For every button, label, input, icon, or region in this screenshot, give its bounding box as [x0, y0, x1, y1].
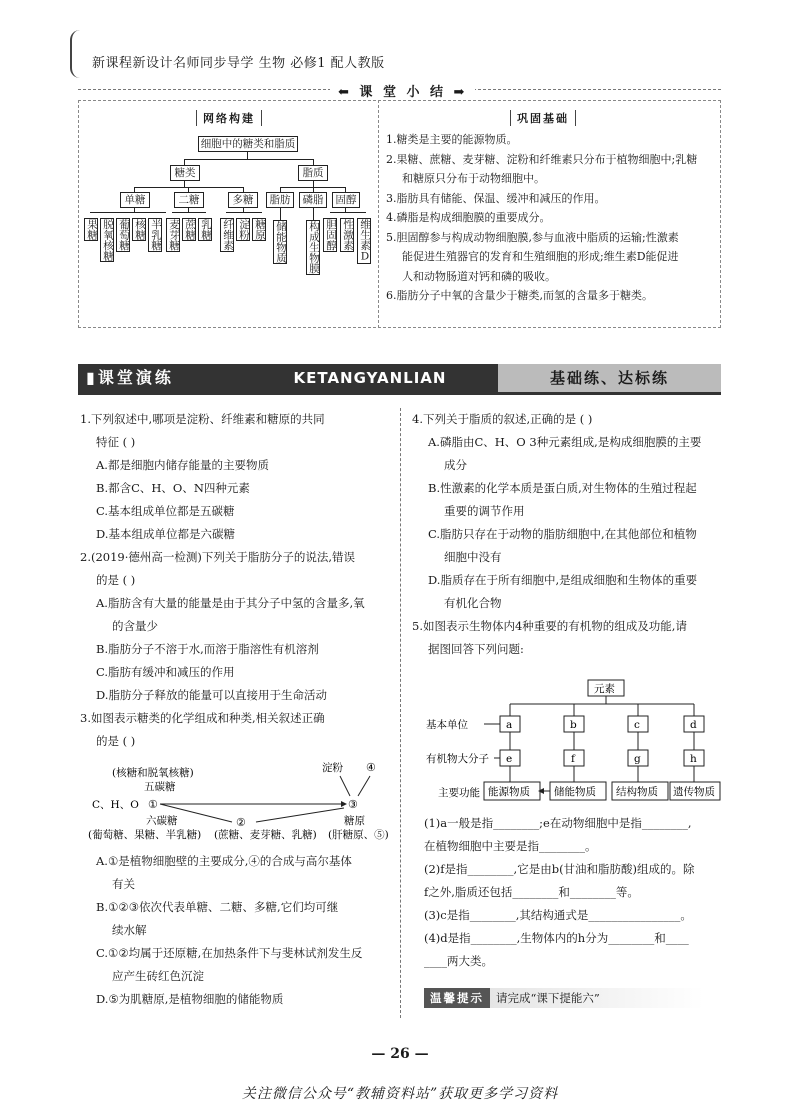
q3-five-carbon: 五碳糖 — [144, 781, 176, 793]
tip-bar — [424, 988, 704, 1008]
leaf-ribose: 核糖 — [134, 219, 146, 240]
q3-sugar-figure — [86, 756, 396, 848]
q3-n2: ② — [236, 816, 246, 829]
q3-option: C.①②均属于还原糖,在加热条件下与斐林试剂发生反 — [96, 946, 363, 960]
q4-option: 成分 — [444, 458, 467, 472]
leaf-maltose: 麦芽糖 — [168, 219, 180, 251]
tip-label: 温馨提示 — [424, 988, 490, 1008]
tree-poly: 多糖 — [228, 192, 258, 208]
banner-english: KETANGYANLIAN — [293, 369, 447, 387]
q3-stem: 的是 ( ) — [96, 734, 136, 748]
basics-title: 巩固基础 — [510, 110, 576, 126]
fact-line: 和糖原只分布于动物细胞中。 — [402, 172, 545, 185]
network-title: 网络构建 — [196, 110, 262, 126]
q5-unit-a: a — [506, 719, 513, 731]
q5-col-d — [670, 704, 720, 800]
q5-col-a — [484, 704, 540, 800]
summary-title: ⬅ 课 堂 小 结 ➡ — [330, 81, 475, 100]
q3-six-carbon: 六碳糖 — [146, 815, 178, 827]
header-bracket — [70, 30, 82, 78]
q3-n1: ① — [148, 798, 158, 811]
q5-func-1: 能源物质 — [488, 786, 530, 798]
left-column — [80, 408, 392, 753]
leaf-sucrose: 蔗糖 — [184, 219, 196, 240]
q5-unit-d: d — [690, 719, 697, 731]
q3-n3: ③ — [348, 798, 358, 811]
q5-part: (3)c是指________,其结构通式是________________。 — [424, 908, 692, 922]
tree-sterol: 固醇 — [332, 192, 360, 208]
fact-line: 能促进生殖器官的发育和生殖细胞的形成;维生素D能促进 — [402, 250, 679, 263]
tree-lipid: 脂质 — [298, 165, 328, 181]
column-divider — [400, 408, 401, 1018]
q2-stem: 的是 ( ) — [96, 573, 136, 587]
leaf-glucose: 葡萄糖 — [118, 219, 130, 251]
leaf-deoxyribose: 脱氧核糖 — [102, 219, 114, 261]
q5-func-3: 结构物质 — [616, 786, 658, 798]
tree-phospho: 磷脂 — [299, 192, 327, 208]
q5-unit-c: c — [634, 719, 640, 731]
q5-col-c — [612, 704, 668, 800]
leaf-vitamin-d: 维生素D — [359, 219, 371, 263]
tree-fat: 脂肪 — [266, 192, 294, 208]
banner-rule — [78, 392, 721, 395]
fact-line: 2.果糖、蔗糖、麦芽糖、淀粉和纤维素只分布于植物细胞中;乳糖 — [386, 152, 698, 166]
q5-macro-h: h — [690, 753, 697, 765]
tree-sugar: 糖类 — [170, 165, 200, 181]
q5-part: 在植物细胞中主要是指________。 — [424, 839, 597, 853]
q5-stem: 5.如图表示生物体内4种重要的有机物的组成及功能,请 — [412, 619, 687, 633]
tip-text: 请完成“课下提能六” — [496, 991, 600, 1005]
leaf-galactose: 半乳糖 — [150, 219, 162, 251]
q3-option: 应产生砖红色沉淀 — [112, 969, 204, 983]
q4-option: 重要的调节作用 — [444, 504, 525, 518]
q1-option: A.都是细胞内储存能量的主要物质 — [96, 458, 269, 472]
q5-unit-b: b — [570, 719, 577, 731]
q4-stem: 4.下列关于脂质的叙述,正确的是 ( ) — [412, 412, 593, 426]
q5-part: f之外,脂质还包括________和________等。 — [424, 885, 639, 899]
q2-stem: 2.(2019·德州高一检测)下列关于脂肪分子的说法,错误 — [80, 550, 356, 564]
q2-option: 的含量少 — [112, 619, 158, 633]
leaf-sex-hormone: 性激素 — [342, 219, 354, 251]
q5-col-b — [550, 704, 606, 800]
q3-glycogen-detail: (肝糖原、⑤) — [328, 829, 389, 841]
right-column-2 — [424, 812, 724, 973]
banner-title: ▮课堂演练 — [78, 364, 498, 392]
leaf-membrane: 构成生物膜 — [308, 221, 320, 274]
q3-six-detail: (葡萄糖、果糖、半乳糖) — [88, 829, 202, 841]
q1-stem: 特征 ( ) — [96, 435, 136, 449]
q3-starch: 淀粉 — [322, 762, 343, 774]
q3-di-detail: (蔗糖、麦芽糖、乳糖) — [214, 829, 317, 841]
q5-func-4: 遗传物质 — [673, 786, 715, 798]
leaf-starch: 淀粉 — [238, 219, 250, 240]
fact-line: 1.糖类是主要的能源物质。 — [386, 133, 518, 146]
tree-mono: 单糖 — [120, 192, 150, 208]
q5-part: (2)f是指________,它是由b(甘油和脂肪酸)组成的。除 — [424, 862, 695, 876]
q5-organic-figure — [424, 676, 724, 808]
leaf-fructose: 果糖 — [86, 219, 98, 240]
q3-option: D.⑤为肌糖原,是植物细胞的储能物质 — [96, 992, 284, 1006]
fact-line: 5.胆固醇参与构成动物细胞膜,参与血液中脂质的运输;性激素 — [386, 230, 679, 244]
q5-macro-e: e — [506, 753, 513, 765]
q3-top-label: (核糖和脱氧核糖) — [112, 767, 194, 779]
q2-option: A.脂肪含有大量的能量是由于其分子中氢的含量多,氧 — [96, 596, 365, 610]
q5-macro-label: 有机物大分子 — [426, 753, 489, 765]
footer-note: 关注微信公众号“教辅资料站”获取更多学习资料 — [241, 1086, 559, 1102]
banner-subtitle: 基础练、达标练 — [498, 364, 721, 392]
q3-n4: ④ — [366, 761, 376, 774]
q3-stem: 3.如图表示糖类的化学组成和种类,相关叙述正确 — [80, 711, 325, 725]
fact-line: 6.脂肪分子中氧的含量少于糖类,而氢的含量多于糖类。 — [386, 289, 653, 302]
fact-line: 人和动物肠道对钙和磷的吸收。 — [402, 269, 556, 283]
left-column-2 — [80, 850, 392, 1011]
q5-stem: 据图回答下列问题: — [428, 642, 524, 656]
q3-option: B.①②③依次代表单糖、二糖、多糖,它们均可继 — [96, 900, 339, 914]
q3-chon: C、H、O — [92, 799, 139, 811]
fact-line: 4.磷脂是构成细胞膜的重要成分。 — [386, 211, 551, 224]
q3-option: 续水解 — [112, 923, 147, 937]
q4-option: B.性激素的化学本质是蛋白质,对生物体的生殖过程起 — [428, 481, 697, 495]
q5-func-2: 储能物质 — [554, 786, 596, 798]
q1-option: C.基本组成单位都是五碳糖 — [96, 504, 235, 518]
q5-part: (4)d是指________,生物体内的h分为________和____ — [424, 931, 689, 945]
q1-stem: 1.下列叙述中,哪项是淀粉、纤维素和糖原的共同 — [80, 412, 325, 426]
q1-option: D.基本组成单位都是六碳糖 — [96, 527, 235, 541]
q4-option: C.脂肪只存在于动物的脂肪细胞中,在其他部位和植物 — [428, 527, 697, 541]
q2-option: C.脂肪有缓冲和减压的作用 — [96, 665, 235, 679]
basics-facts — [386, 130, 716, 306]
leaf-glycogen: 糖原 — [254, 219, 266, 240]
summary-divider — [378, 100, 379, 328]
q5-part: (1)a一般是指________;e在动物细胞中是指________, — [424, 816, 692, 830]
leaf-lactose: 乳糖 — [200, 219, 212, 240]
q5-func-label: 主要功能 — [438, 787, 480, 799]
q3-glycogen: 糖原 — [344, 815, 365, 827]
q4-option: 细胞中没有 — [444, 550, 502, 564]
q4-option: 有机化合物 — [444, 596, 502, 610]
fact-line: 3.脂肪具有储能、保温、缓冲和减压的作用。 — [386, 191, 606, 205]
right-column — [412, 408, 722, 661]
q4-option: D.脂质存在于所有细胞中,是组成细胞和生物体的重要 — [428, 573, 698, 587]
q2-option: B.脂肪分子不溶于水,而溶于脂溶性有机溶剂 — [96, 642, 319, 656]
tree-root: 细胞中的糖类和脂质 — [198, 136, 298, 152]
q5-macro-f: f — [571, 753, 575, 765]
leaf-energy-storage: 储能物质 — [275, 221, 287, 263]
page-header: 新课程新设计名师同步导学 生物 必修1 配人教版 — [92, 56, 385, 71]
q1-option: B.都含C、H、O、N四种元素 — [96, 481, 250, 495]
leaf-cellulose: 纤维素 — [222, 219, 234, 251]
q5-element: 元素 — [594, 683, 615, 695]
tree-di: 二糖 — [174, 192, 204, 208]
q5-part: ____两大类。 — [424, 954, 493, 968]
q5-unit-label: 基本单位 — [426, 719, 468, 731]
leaf-cholesterol: 胆固醇 — [325, 219, 337, 251]
q2-option: D.脂肪分子释放的能量可以直接用于生命活动 — [96, 688, 327, 702]
page-number: — 26 — — [371, 1046, 429, 1062]
q3-option: 有关 — [112, 877, 135, 891]
q3-option: A.①是植物细胞壁的主要成分,④的合成与高尔基体 — [96, 854, 352, 868]
q5-macro-g: g — [634, 753, 641, 765]
q4-option: A.磷脂由C、H、O 3种元素组成,是构成细胞膜的主要 — [428, 435, 702, 449]
